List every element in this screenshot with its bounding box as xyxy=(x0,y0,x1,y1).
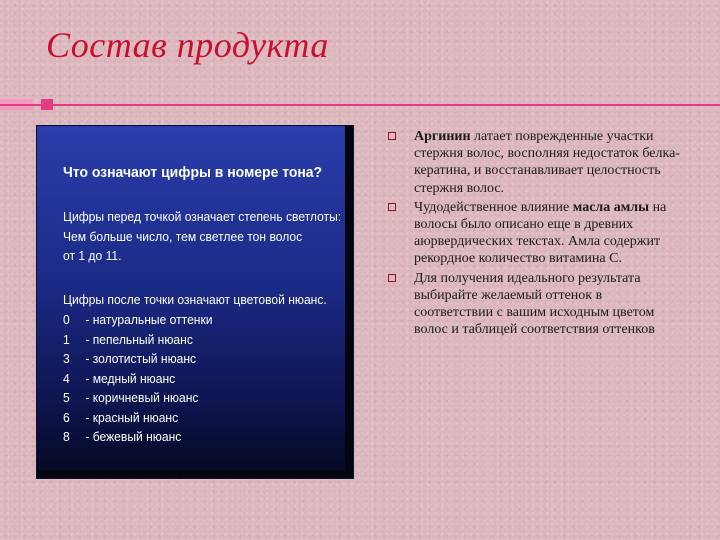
image-heading: Что означают цифры в номере тона? xyxy=(63,164,323,181)
image-lightness-line: Цифры перед точкой означает степень светлоты: xyxy=(63,209,342,224)
nuance-item xyxy=(63,349,213,369)
bullet-text: Для получения идеального результата выбирайте желаемый оттенок в соответствии с вашим исходным цветом волос и таблицей соответствия оттенков xyxy=(414,270,655,338)
nuance-text: - медный нюанс xyxy=(85,370,176,386)
nuance-text: - натуральные оттенки xyxy=(85,312,213,327)
bullet-text: на волосы было описано еще в древних аюрвердических текстах. Амла содержит рекордное количество витамина С. xyxy=(414,199,667,267)
nuance-number: 1 xyxy=(63,331,70,347)
bullet-text: латает поврежденные участки стержня волос, восполняя недостаток белка-кератина, и восстанавливает целостность стержня волос. xyxy=(414,129,680,196)
nuance-text: - бежевый нюанс xyxy=(85,429,182,444)
bullet-text: Чудодейственное влияние xyxy=(414,199,573,215)
nuance-text: - пепельный нюанс xyxy=(85,331,193,347)
image-shadow-edge xyxy=(37,470,353,478)
bullet-bold-text: Аргинин xyxy=(414,129,471,144)
nuance-number: 8 xyxy=(63,429,70,444)
image-lightness-line: от 1 до 11. xyxy=(63,248,122,263)
image-shadow-edge xyxy=(345,126,353,478)
nuance-number: 5 xyxy=(63,390,70,405)
nuance-number: 4 xyxy=(63,370,70,386)
nuance-item xyxy=(63,408,213,428)
nuance-number: 3 xyxy=(63,351,70,366)
nuance-item xyxy=(63,388,213,408)
image-lightness-text xyxy=(63,207,341,266)
title-rule-line xyxy=(0,104,720,106)
square-bullet-icon xyxy=(388,274,396,282)
nuance-item xyxy=(63,310,213,330)
bullet-list xyxy=(388,128,684,340)
nuance-number: 0 xyxy=(63,312,70,327)
nuance-list xyxy=(63,310,213,447)
nuance-item xyxy=(63,369,213,389)
bullet-item xyxy=(388,199,684,268)
nuance-item xyxy=(63,330,213,350)
hair-tone-info-image xyxy=(36,125,354,479)
bullet-item xyxy=(388,128,684,197)
nuance-number: 6 xyxy=(63,409,70,425)
nuance-text: - коричневый нюанс xyxy=(85,390,199,405)
bullet-item xyxy=(388,270,684,339)
nuance-text: - золотистый нюанс xyxy=(85,351,197,366)
square-bullet-icon xyxy=(388,203,396,211)
bullet-bold-text: масла амлы xyxy=(572,199,650,215)
nuance-text: - красный нюанс xyxy=(85,409,179,425)
nuance-item xyxy=(63,427,213,447)
image-nuance-heading: Цифры после точки означают цветовой нюанс. xyxy=(63,292,327,307)
slide-title: Состав продукта xyxy=(46,25,329,65)
square-bullet-icon xyxy=(388,132,396,140)
image-lightness-line: Чем больше число, тем светлее тон волос xyxy=(63,228,303,244)
